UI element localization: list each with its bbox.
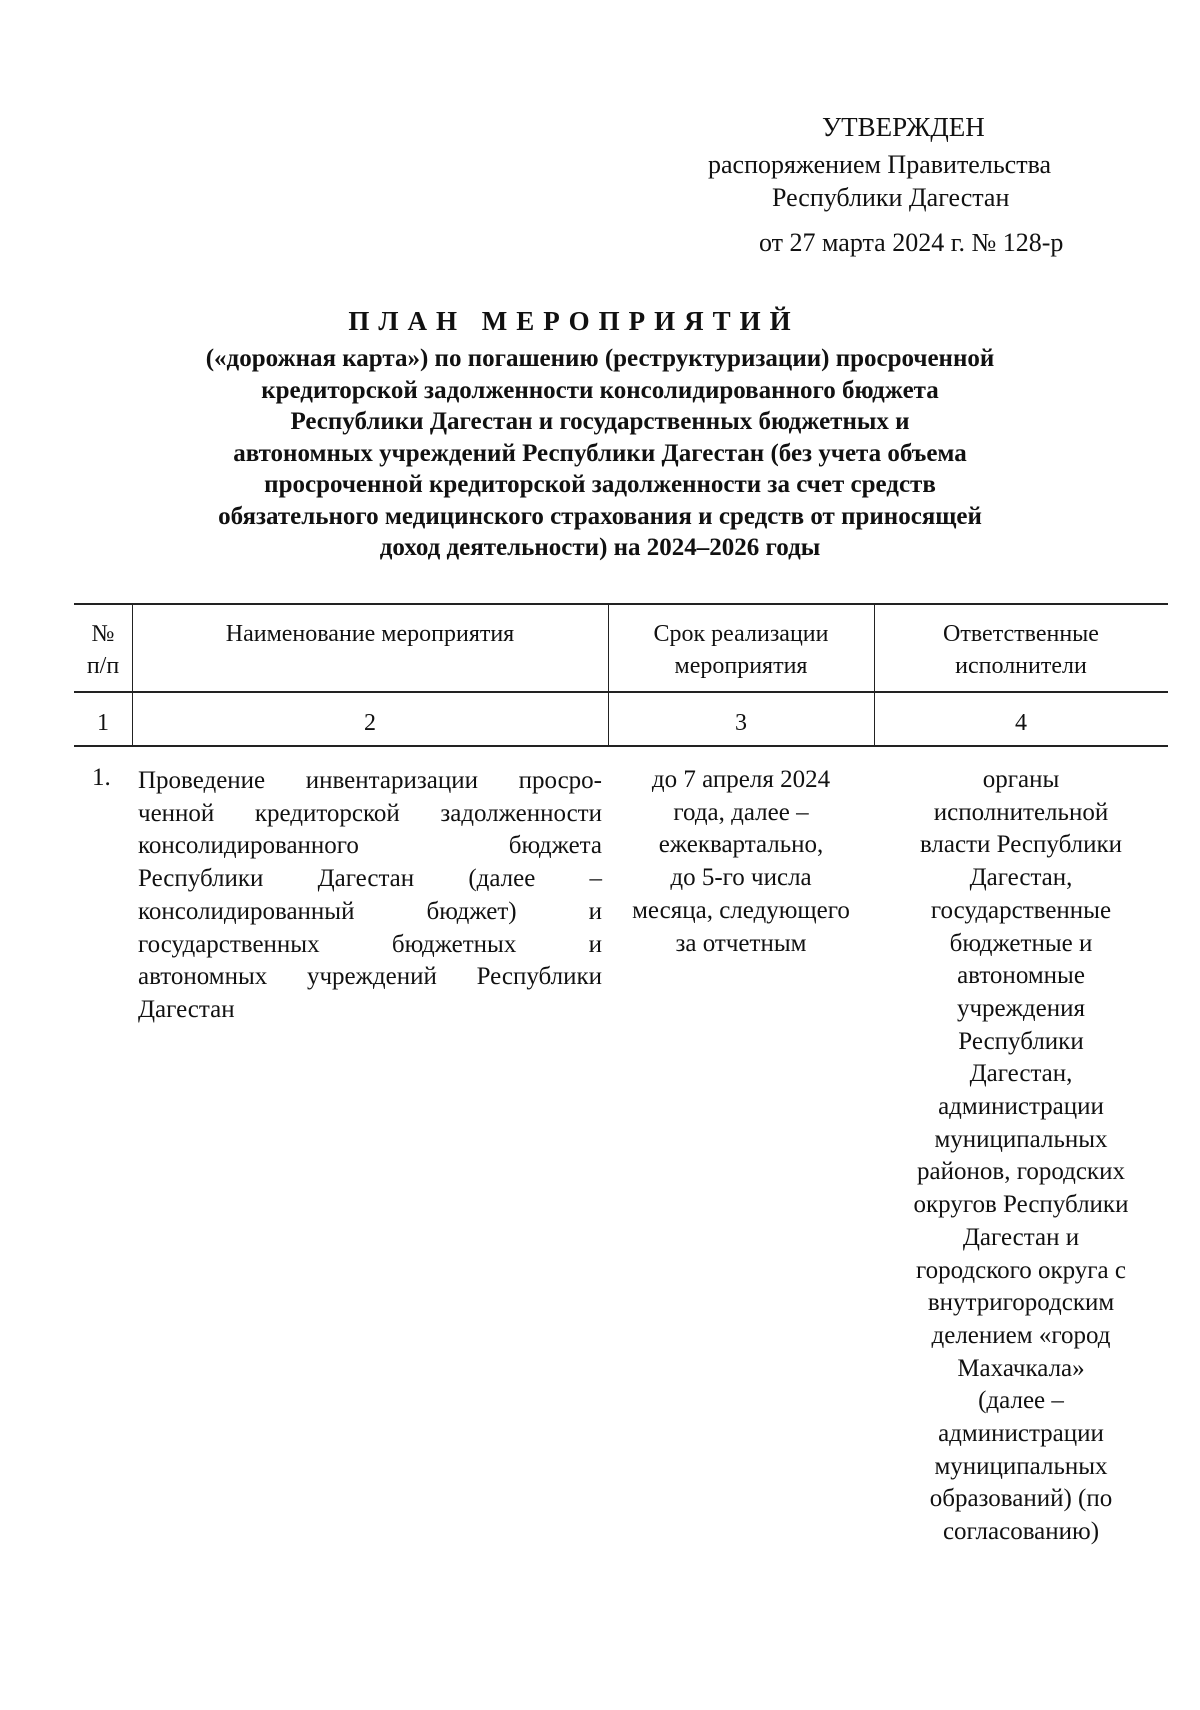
header-number-line: № (91, 621, 115, 647)
approval-date-number: от 27 марта 2024 г. № 128-р (759, 228, 1064, 257)
plan-title: ПЛАН МЕРОПРИЯТИЙ (348, 306, 800, 336)
word: – (589, 865, 602, 893)
responsible-line: государственные (930, 896, 1112, 924)
word: консолидированный (138, 897, 355, 925)
responsible-line: районов, городских (917, 1158, 1125, 1186)
approval-title: УТВЕРЖДЕН (822, 112, 985, 142)
responsible-line: городского округа с (916, 1256, 1126, 1284)
word: просро- (518, 767, 602, 794)
responsible-line: муниципальных (934, 1125, 1108, 1153)
responsible-line: исполнительной (933, 798, 1109, 826)
event-name-line (138, 896, 602, 929)
responsible-line: образований) (по (929, 1485, 1113, 1513)
header-responsible-line: Ответственные (943, 621, 1099, 647)
responsible-line: внутригородским (927, 1289, 1115, 1317)
table-top-rule (74, 603, 1168, 605)
event-name-line (138, 830, 602, 863)
header-term-line: Срок реализации (653, 621, 829, 647)
approval-line: Республики Дагестан (772, 183, 1010, 212)
term-line: месяца, следующего (632, 896, 850, 924)
subtitle-line: автономных учреждений Республики Дагестан (без учета объема (233, 439, 967, 467)
responsible-line: власти Республики (919, 831, 1123, 859)
subtitle-line: обязательного медицинского страхования и средств от приносящей (218, 502, 982, 530)
column-number: 4 (1015, 710, 1027, 736)
word: ченной (138, 799, 215, 827)
responsible-line: органы (982, 766, 1060, 793)
subtitle-line: («дорожная карта») по погашению (реструктуризации) просроченной (205, 345, 995, 372)
row-responsible (874, 764, 1168, 1549)
word: (далее (468, 865, 536, 893)
header-responsible (874, 618, 1168, 682)
word: консолидированного (138, 832, 359, 860)
responsible-line: округов Республики (913, 1191, 1129, 1219)
word: автономных (138, 963, 268, 991)
subtitle-line: Республики Дагестан и государственных бюджетных и (290, 408, 910, 435)
subtitle-line: доход деятельности) на 2024–2026 годы (379, 534, 821, 561)
event-name-line (138, 929, 602, 962)
event-name-line: Дагестан (138, 995, 235, 1023)
header-event-name: Наименование мероприятия (225, 621, 515, 647)
row-term (608, 764, 874, 960)
word: Республики (476, 963, 602, 991)
responsible-line: Дагестан, (969, 1060, 1073, 1088)
header-number (74, 618, 132, 682)
word: государственных (138, 930, 320, 958)
responsible-line: автономные (957, 962, 1085, 990)
term-line: года, далее – (673, 798, 809, 826)
row-event-name (138, 765, 602, 1027)
word: Проведение (138, 767, 266, 794)
word: инвентаризации (305, 767, 478, 794)
responsible-line: Махачкала» (957, 1354, 1085, 1382)
responsible-line: администрации (938, 1420, 1104, 1448)
term-line: до 5-го числа (670, 864, 812, 892)
term-line: ежеквартально, (658, 831, 824, 859)
word: учреждений (306, 963, 437, 991)
word: бюджета (508, 832, 602, 860)
word: и (588, 930, 602, 958)
responsible-line: учреждения (956, 994, 1085, 1022)
term-line: до 7 апреля 2024 (651, 766, 831, 793)
event-name-line (138, 798, 602, 831)
responsible-line: администрации (938, 1093, 1104, 1121)
column-number: 2 (364, 710, 376, 736)
table-header-rule (74, 691, 1168, 693)
header-responsible-line: исполнители (955, 653, 1087, 679)
responsible-line: Дагестан, (969, 864, 1073, 892)
event-name-line (138, 961, 602, 994)
header-number-line: п/п (86, 653, 120, 679)
column-number: 1 (97, 710, 109, 736)
word: бюджетных (391, 930, 517, 958)
header-term-line: мероприятия (674, 653, 808, 679)
responsible-line: бюджетные и (949, 929, 1093, 957)
word: бюджет) (426, 897, 517, 925)
responsible-line: согласованию) (942, 1518, 1100, 1546)
word: Республики (138, 865, 264, 893)
approval-line: распоряжением Правительства (708, 150, 1052, 179)
subtitle-line: кредиторской задолженности консолидированного бюджета (261, 376, 939, 404)
word: задолженности (440, 799, 602, 827)
subtitle-line: просроченной кредиторской задолженности за счет средств (264, 471, 936, 498)
responsible-line: (далее – (978, 1387, 1064, 1415)
responsible-line: Республики (958, 1027, 1084, 1055)
word: и (588, 897, 602, 925)
responsible-line: Дагестан и (962, 1223, 1080, 1251)
table-numbers-rule (74, 745, 1168, 747)
plan-subtitle (150, 343, 1050, 564)
responsible-line: делением «город (931, 1321, 1111, 1349)
event-name-line (138, 765, 602, 798)
column-number: 3 (735, 710, 747, 736)
row-number: 1. (92, 764, 111, 791)
event-name-line (138, 863, 602, 896)
term-line: за отчетным (675, 929, 807, 957)
header-term (608, 618, 874, 682)
responsible-line: муниципальных (934, 1452, 1108, 1480)
word: Дагестан (317, 865, 415, 893)
word: кредиторской (254, 799, 400, 827)
